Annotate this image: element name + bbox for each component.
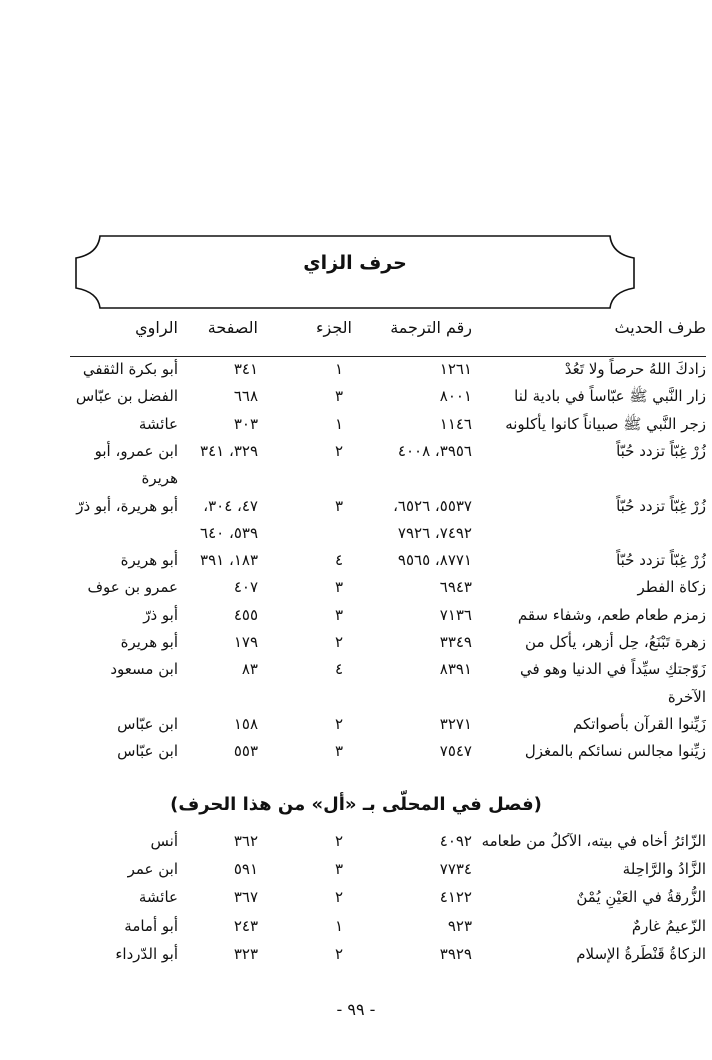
cell-juz: ٣ bbox=[334, 742, 344, 761]
cell-safha: ١٨٣، ٣٩١ bbox=[200, 551, 258, 570]
cell-hadith: زجر النَّبي ﷺ صبياناً كانوا يأكلونه bbox=[505, 414, 706, 433]
cell-hadith: زادكَ اللهُ حرصاً ولا تَعُدْ bbox=[564, 360, 706, 378]
cell-safha: ٣٦٢ bbox=[233, 832, 258, 850]
cell-tarjama: ٨٣٩١ bbox=[439, 660, 472, 679]
cell-rawi: ابن عبّاس bbox=[117, 714, 178, 733]
cell-safha: ٨٣ bbox=[241, 660, 258, 679]
cell-safha: ٤٧، ٣٠٤، bbox=[203, 496, 258, 515]
cell-tarjama: ٣٩٢٩ bbox=[439, 944, 472, 963]
cell-tarjama: ١٢٦١ bbox=[439, 360, 472, 378]
cell-hadith: زكاة الفطر bbox=[637, 578, 706, 597]
cell-rawi: عمرو بن عوف bbox=[87, 578, 178, 597]
cell-hadith: زَيِّنوا القرآن بأصواتكم bbox=[572, 714, 706, 733]
cell-tarjama: ٣٣٤٩ bbox=[439, 633, 472, 651]
cell-rawi: ابن عمرو، أبو bbox=[94, 441, 178, 460]
cell-safha: ٤٥٥ bbox=[233, 605, 258, 624]
cell-tarjama: ٧٥٤٧ bbox=[439, 742, 472, 761]
cell-hadith: الآخرة bbox=[667, 687, 706, 706]
column-header-juz: الجزء bbox=[316, 318, 352, 337]
cell-hadith: زهرة تَبْنَعُ، حِل أزهر، يأكل من bbox=[525, 633, 706, 651]
cell-safha: ٥٩١ bbox=[233, 860, 258, 879]
cell-tarjama: ١١٤٦ bbox=[439, 414, 472, 433]
cell-safha: ٣٢٣ bbox=[233, 944, 258, 963]
cell-tarjama: ٧٤٩٢، ٧٩٢٦ bbox=[397, 523, 472, 542]
cell-hadith: الزكاةُ قَنْطَرةُ الإسلام bbox=[576, 944, 706, 963]
cell-tarjama: ٧٧٣٤ bbox=[439, 860, 472, 879]
cell-safha: ٥٣٩، ٦٤٠ bbox=[200, 523, 258, 542]
cell-juz: ٣ bbox=[334, 605, 344, 624]
cell-safha: ٥٥٣ bbox=[233, 742, 258, 761]
cell-juz: ٢ bbox=[334, 888, 344, 907]
cell-tarjama: ٥٥٣٧، ٦٥٢٦، bbox=[393, 496, 472, 515]
section-title: (فصل في المحلّى بـ «أل» من هذا الحرف) bbox=[170, 794, 542, 815]
cell-safha: ٣٠٣ bbox=[233, 414, 258, 433]
cell-rawi: أبو ذرّ bbox=[143, 605, 178, 624]
cell-juz: ٤ bbox=[334, 660, 344, 679]
cell-rawi: أبو هريرة، أبو ذرّ bbox=[76, 496, 178, 515]
cell-juz: ٣ bbox=[334, 578, 344, 597]
chapter-title: حرف الزاي bbox=[303, 252, 407, 274]
cell-rawi: أبو الدّرداء bbox=[115, 944, 178, 963]
cell-hadith: زُرْ غِبّاً تزدد حُبّاً bbox=[616, 441, 706, 460]
cell-juz: ١ bbox=[334, 414, 344, 433]
cell-rawi: هريرة bbox=[141, 469, 178, 488]
cell-juz: ٤ bbox=[334, 551, 344, 570]
cell-rawi: ابن مسعود bbox=[110, 660, 178, 679]
cell-tarjama: ٩٢٣ bbox=[447, 916, 472, 935]
column-header-tarjama: رقم الترجمة bbox=[390, 318, 472, 337]
cell-tarjama: ٦٩٤٣ bbox=[439, 578, 472, 597]
chapter-title-frame bbox=[72, 232, 638, 310]
cell-juz: ٢ bbox=[334, 832, 344, 850]
column-header-rawi: الراوي bbox=[135, 318, 178, 337]
cell-tarjama: ٤٠٩٢ bbox=[439, 832, 472, 850]
cell-hadith: زمزم طعام طعم، وشفاء سقم bbox=[517, 605, 706, 624]
cell-juz: ٢ bbox=[334, 714, 344, 733]
cell-hadith: زيِّنوا مجالس نسائكم بالمغزل bbox=[524, 742, 706, 761]
cell-tarjama: ٤١٢٢ bbox=[439, 888, 472, 907]
cell-hadith: زَوّجتكِ سيِّداً في الدنيا وهو في bbox=[519, 660, 706, 679]
cell-safha: ٢٤٣ bbox=[233, 916, 258, 935]
cell-rawi: أنس bbox=[150, 832, 178, 850]
cell-rawi: الفضل بن عبّاس bbox=[75, 387, 178, 406]
cell-tarjama: ٨٠٠١ bbox=[439, 387, 472, 406]
cell-hadith: زُرْ غِبّاً تزدد حُبّاً bbox=[616, 496, 706, 515]
cell-rawi: ابن عمر bbox=[127, 860, 178, 879]
cell-juz: ٢ bbox=[334, 944, 344, 963]
cell-tarjama: ٣٢٧١ bbox=[439, 714, 472, 733]
cell-hadith: الزُّرقةُ في العَيْنِ يُمْنٌ bbox=[576, 888, 706, 907]
column-header-hadith: طرف الحديث bbox=[614, 318, 706, 337]
cell-rawi: أبو هريرة bbox=[120, 551, 178, 570]
cell-juz: ٢ bbox=[334, 441, 344, 460]
cell-juz: ٢ bbox=[334, 633, 344, 651]
header-divider bbox=[70, 356, 706, 357]
cell-juz: ٣ bbox=[334, 387, 344, 406]
cell-hadith: زار النَّبي ﷺ عبّاساً في بادية لنا bbox=[514, 387, 706, 406]
cell-safha: ٣٢٩، ٣٤١ bbox=[200, 441, 258, 460]
cell-safha: ١٧٩ bbox=[233, 633, 258, 651]
cell-rawi: عائشة bbox=[138, 414, 178, 433]
cell-safha: ٦٦٨ bbox=[233, 387, 258, 406]
cell-safha: ٤٠٧ bbox=[233, 578, 258, 597]
cell-tarjama: ٨٧٧١، ٩٥٦٥ bbox=[397, 551, 472, 570]
cell-hadith: الزَّادُ والرَّاحِلة bbox=[622, 860, 706, 879]
cell-hadith: زُرْ غِبّاً تزدد حُبّاً bbox=[616, 551, 706, 570]
cell-juz: ١ bbox=[334, 916, 344, 935]
cell-juz: ١ bbox=[334, 360, 344, 378]
cell-safha: ٣٦٧ bbox=[233, 888, 258, 907]
cell-rawi: ابن عبّاس bbox=[117, 742, 178, 761]
cell-tarjama: ٧١٣٦ bbox=[439, 605, 472, 624]
cell-hadith: الزّعيمُ غارمٌ bbox=[631, 916, 706, 935]
cell-tarjama: ٣٩٥٦، ٤٠٠٨ bbox=[397, 441, 472, 460]
cell-rawi: أبو بكرة الثقفي bbox=[82, 360, 178, 378]
cell-juz: ٣ bbox=[334, 860, 344, 879]
cell-rawi: أبو هريرة bbox=[120, 633, 178, 651]
cell-rawi: أبو أمامة bbox=[124, 916, 178, 935]
cell-safha: ٣٤١ bbox=[233, 360, 258, 378]
cell-hadith: الزّائرُ أخاه في بيته، الآكلُ من طعامه bbox=[481, 832, 706, 850]
cell-safha: ١٥٨ bbox=[233, 714, 258, 733]
cell-rawi: عائشة bbox=[138, 888, 178, 907]
column-header-safha: الصفحة bbox=[207, 318, 258, 337]
cell-juz: ٣ bbox=[334, 496, 344, 515]
page-number: - ٩٩ - bbox=[336, 1000, 376, 1019]
